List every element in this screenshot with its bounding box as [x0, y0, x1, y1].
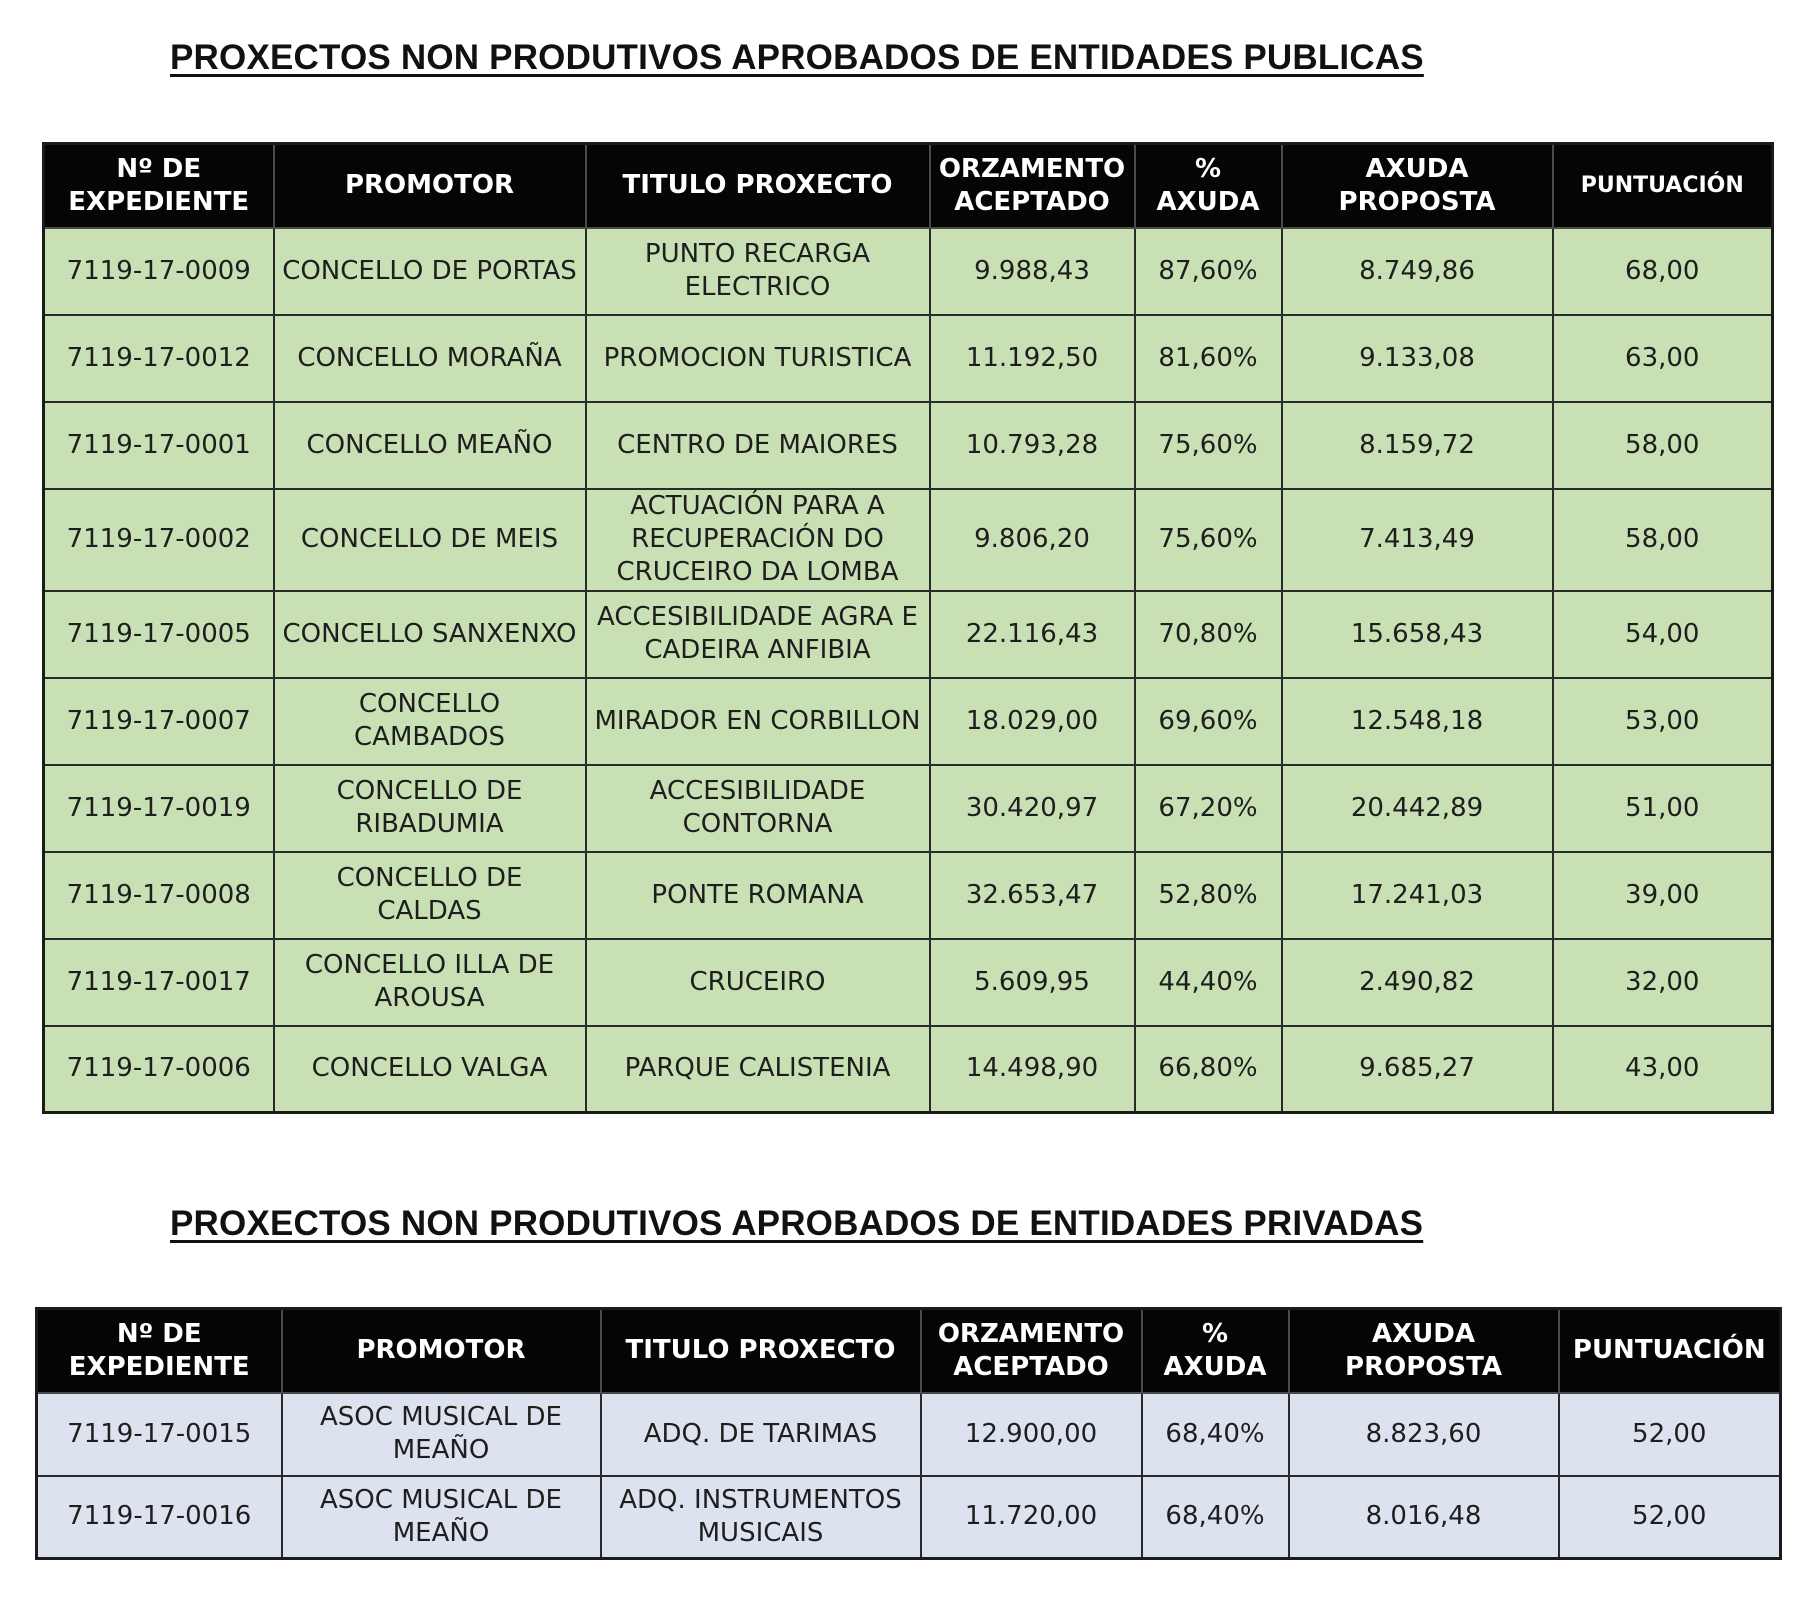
cell-titulo: CRUCEIRO [586, 939, 930, 1026]
cell-orzamento: 11.720,00 [921, 1476, 1142, 1559]
cell-axuda: 17.241,03 [1282, 852, 1553, 939]
cell-expediente: 7119-17-0002 [44, 489, 274, 591]
cell-puntuacion: 53,00 [1553, 678, 1773, 765]
cell-axuda: 9.133,08 [1282, 315, 1553, 402]
cell-promotor: CONCELLO DE MEIS [274, 489, 586, 591]
table-row [44, 402, 1773, 489]
cell-axuda: 8.016,48 [1289, 1476, 1559, 1559]
cell-axuda: 20.442,89 [1282, 765, 1553, 852]
public-section-title: PROXECTOS NON PRODUTIVOS APROBADOS DE ENTIDADES PUBLICAS [170, 38, 1424, 77]
cell-titulo: ACCESIBILIDADE AGRA E CADEIRA ANFIBIA [586, 591, 930, 678]
cell-puntuacion: 39,00 [1553, 852, 1773, 939]
cell-porcentaxe: 69,60% [1135, 678, 1282, 765]
cell-expediente: 7119-17-0012 [44, 315, 274, 402]
cell-puntuacion: 58,00 [1553, 402, 1773, 489]
cell-expediente: 7119-17-0016 [37, 1476, 282, 1559]
table-row [44, 765, 1773, 852]
header-orzamento: ORZAMENTO ACEPTADO [921, 1309, 1142, 1393]
cell-expediente: 7119-17-0015 [37, 1393, 282, 1476]
private-section-title: PROXECTOS NON PRODUTIVOS APROBADOS DE ENTIDADES PRIVADAS [170, 1204, 1424, 1243]
cell-titulo: ADQ. DE TARIMAS [601, 1393, 921, 1476]
cell-orzamento: 9.988,43 [930, 228, 1135, 315]
cell-axuda: 2.490,82 [1282, 939, 1553, 1026]
header-titulo: TITULO PROXECTO [601, 1309, 921, 1393]
cell-expediente: 7119-17-0008 [44, 852, 274, 939]
cell-porcentaxe: 68,40% [1142, 1476, 1289, 1559]
cell-porcentaxe: 87,60% [1135, 228, 1282, 315]
cell-promotor: ASOC MUSICAL DE MEAÑO [282, 1393, 601, 1476]
header-puntuacion: PUNTUACIÓN [1553, 144, 1773, 228]
header-expediente: Nº DE EXPEDIENTE [37, 1309, 282, 1393]
header-promotor: PROMOTOR [274, 144, 586, 228]
cell-porcentaxe: 66,80% [1135, 1026, 1282, 1113]
cell-puntuacion: 63,00 [1553, 315, 1773, 402]
header-orzamento: ORZAMENTO ACEPTADO [930, 144, 1135, 228]
cell-orzamento: 11.192,50 [930, 315, 1135, 402]
cell-promotor: CONCELLO CAMBADOS [274, 678, 586, 765]
table-header-row [37, 1309, 1781, 1393]
table-header-row [44, 144, 1773, 228]
table-row [37, 1393, 1781, 1476]
header-expediente: Nº DE EXPEDIENTE [44, 144, 274, 228]
cell-axuda: 9.685,27 [1282, 1026, 1553, 1113]
cell-titulo: ADQ. INSTRUMENTOS MUSICAIS [601, 1476, 921, 1559]
header-axuda: AXUDA PROPOSTA [1289, 1309, 1559, 1393]
cell-porcentaxe: 68,40% [1142, 1393, 1289, 1476]
table-row [44, 591, 1773, 678]
cell-titulo: CENTRO DE MAIORES [586, 402, 930, 489]
cell-axuda: 8.159,72 [1282, 402, 1553, 489]
table-row [44, 939, 1773, 1026]
cell-porcentaxe: 44,40% [1135, 939, 1282, 1026]
cell-porcentaxe: 67,20% [1135, 765, 1282, 852]
table-row [44, 489, 1773, 591]
cell-axuda: 15.658,43 [1282, 591, 1553, 678]
private-projects-table [35, 1307, 1782, 1560]
cell-porcentaxe: 70,80% [1135, 591, 1282, 678]
cell-expediente: 7119-17-0001 [44, 402, 274, 489]
table-row [44, 852, 1773, 939]
cell-promotor: CONCELLO DE RIBADUMIA [274, 765, 586, 852]
cell-promotor: CONCELLO MEAÑO [274, 402, 586, 489]
cell-orzamento: 9.806,20 [930, 489, 1135, 591]
cell-orzamento: 22.116,43 [930, 591, 1135, 678]
table-row [44, 228, 1773, 315]
cell-titulo: MIRADOR EN CORBILLON [586, 678, 930, 765]
cell-expediente: 7119-17-0005 [44, 591, 274, 678]
cell-axuda: 7.413,49 [1282, 489, 1553, 591]
cell-expediente: 7119-17-0009 [44, 228, 274, 315]
header-promotor: PROMOTOR [282, 1309, 601, 1393]
table-row [44, 315, 1773, 402]
cell-titulo: ACTUACIÓN PARA A RECUPERACIÓN DO CRUCEIRO DA LOMBA [586, 489, 930, 591]
cell-titulo: PONTE ROMANA [586, 852, 930, 939]
cell-promotor: ASOC MUSICAL DE MEAÑO [282, 1476, 601, 1559]
header-axuda: AXUDA PROPOSTA [1282, 144, 1553, 228]
cell-orzamento: 10.793,28 [930, 402, 1135, 489]
cell-promotor: CONCELLO ILLA DE AROUSA [274, 939, 586, 1026]
cell-titulo: PARQUE CALISTENIA [586, 1026, 930, 1113]
cell-porcentaxe: 52,80% [1135, 852, 1282, 939]
cell-promotor: CONCELLO MORAÑA [274, 315, 586, 402]
cell-titulo: PROMOCION TURISTICA [586, 315, 930, 402]
cell-promotor: CONCELLO DE CALDAS [274, 852, 586, 939]
cell-titulo: ACCESIBILIDADE CONTORNA [586, 765, 930, 852]
cell-puntuacion: 58,00 [1553, 489, 1773, 591]
header-titulo: TITULO PROXECTO [586, 144, 930, 228]
cell-puntuacion: 52,00 [1559, 1393, 1781, 1476]
cell-puntuacion: 43,00 [1553, 1026, 1773, 1113]
cell-orzamento: 12.900,00 [921, 1393, 1142, 1476]
table-row [44, 678, 1773, 765]
cell-promotor: CONCELLO DE PORTAS [274, 228, 586, 315]
cell-porcentaxe: 75,60% [1135, 489, 1282, 591]
cell-promotor: CONCELLO VALGA [274, 1026, 586, 1113]
cell-puntuacion: 52,00 [1559, 1476, 1781, 1559]
header-porcentaxe: % AXUDA [1142, 1309, 1289, 1393]
table-row [44, 1026, 1773, 1113]
public-projects-table [42, 142, 1774, 1114]
cell-orzamento: 30.420,97 [930, 765, 1135, 852]
cell-expediente: 7119-17-0017 [44, 939, 274, 1026]
cell-orzamento: 5.609,95 [930, 939, 1135, 1026]
cell-porcentaxe: 75,60% [1135, 402, 1282, 489]
cell-puntuacion: 32,00 [1553, 939, 1773, 1026]
cell-axuda: 8.823,60 [1289, 1393, 1559, 1476]
cell-orzamento: 14.498,90 [930, 1026, 1135, 1113]
cell-puntuacion: 51,00 [1553, 765, 1773, 852]
header-porcentaxe: % AXUDA [1135, 144, 1282, 228]
cell-expediente: 7119-17-0007 [44, 678, 274, 765]
header-puntuacion: PUNTUACIÓN [1559, 1309, 1781, 1393]
cell-puntuacion: 54,00 [1553, 591, 1773, 678]
cell-promotor: CONCELLO SANXENXO [274, 591, 586, 678]
cell-expediente: 7119-17-0019 [44, 765, 274, 852]
cell-puntuacion: 68,00 [1553, 228, 1773, 315]
cell-orzamento: 18.029,00 [930, 678, 1135, 765]
cell-axuda: 8.749,86 [1282, 228, 1553, 315]
cell-titulo: PUNTO RECARGA ELECTRICO [586, 228, 930, 315]
cell-expediente: 7119-17-0006 [44, 1026, 274, 1113]
table-row [37, 1476, 1781, 1559]
cell-porcentaxe: 81,60% [1135, 315, 1282, 402]
cell-orzamento: 32.653,47 [930, 852, 1135, 939]
cell-axuda: 12.548,18 [1282, 678, 1553, 765]
